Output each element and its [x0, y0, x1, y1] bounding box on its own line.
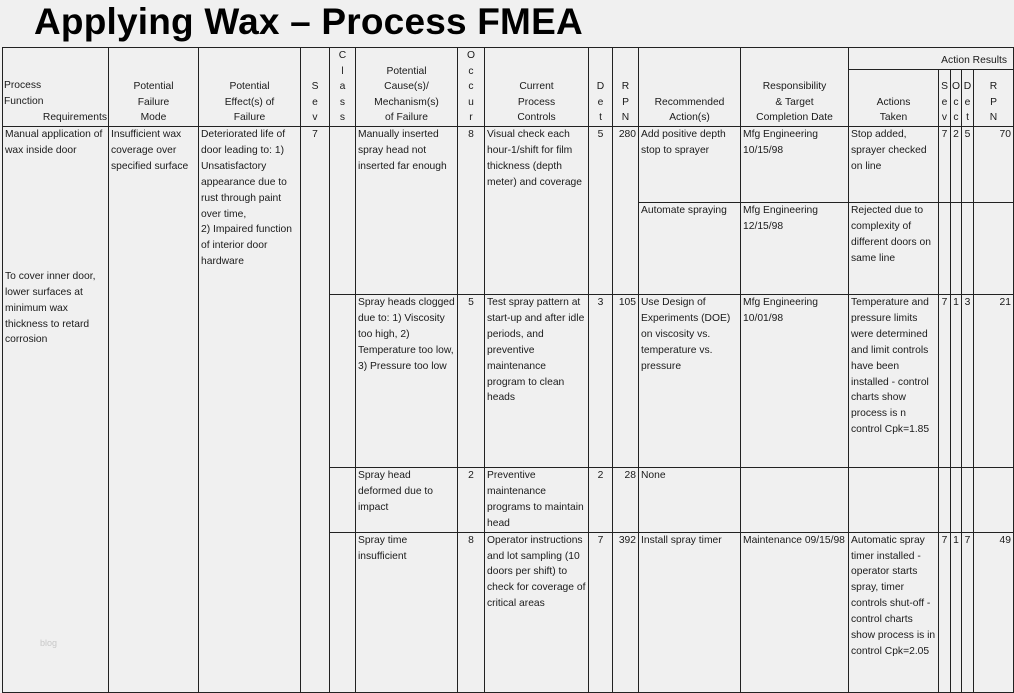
class-cell [330, 467, 356, 532]
occurrence-cell: 5 [458, 294, 485, 467]
header-text: O [466, 50, 475, 61]
recommended-action-cell: None [639, 467, 741, 532]
header-failure-mode [109, 48, 199, 127]
header-result-rpn [974, 69, 1014, 126]
header-text: Recommended [654, 96, 725, 108]
header-result-severity [939, 69, 951, 126]
header-function-label: Function [4, 96, 44, 108]
result-severity-cell: 7 [939, 294, 951, 467]
recommended-action-cell: Use Design of Experiments (DOE) on viscosity vs. temperature vs. pressure [639, 294, 741, 467]
header-cause [356, 48, 458, 127]
occurrence-cell: 8 [458, 532, 485, 692]
header-text: Current [519, 81, 554, 93]
header-text: t [599, 112, 602, 124]
process-function-text: Manual application of wax inside door [5, 128, 103, 156]
header-text: Controls [517, 112, 556, 124]
header-text: s [339, 112, 346, 124]
responsibility-cell: Mfg Engineering 10/15/98 [741, 126, 849, 202]
detection-cell: 5 [589, 126, 613, 294]
controls-cell: Preventive maintenance programs to maintain head [485, 467, 589, 532]
recommended-action-cell: Install spray timer [639, 532, 741, 692]
rpn-cell: 28 [613, 467, 639, 532]
header-text: N [621, 112, 630, 124]
responsibility-cell: Maintenance 09/15/98 [741, 532, 849, 692]
actions-taken-cell: Rejected due to complexity of different doors on same line [849, 202, 939, 294]
actions-taken-cell: Temperature and pressure limits were determined and limit controls have been installed - control charts show process is n control Cpk=1.85 [849, 294, 939, 467]
header-text: v [312, 112, 318, 124]
actions-taken-cell [849, 467, 939, 532]
header-text: Process [517, 96, 556, 108]
header-text: of Failure [385, 112, 428, 124]
header-class [330, 48, 356, 127]
result-detection-cell [962, 202, 974, 294]
detection-cell: 2 [589, 467, 613, 532]
header-text: s [339, 96, 346, 108]
header-text: O [952, 81, 961, 93]
rpn-cell: 392 [613, 532, 639, 692]
header-effects [199, 48, 301, 127]
header-text: P [622, 96, 629, 108]
header-rpn [613, 48, 639, 127]
detection-cell: 7 [589, 532, 613, 692]
header-text: e [964, 96, 971, 108]
effect-text: Deteriorated life of door leading to: 1) Unsatisfactory appearance due to rust through paint over time, [201, 128, 287, 220]
header-recommended-actions [639, 48, 741, 127]
header-text: N [989, 112, 998, 124]
header-detection [589, 48, 613, 127]
class-cell [330, 532, 356, 692]
fmea-table [2, 47, 1014, 693]
header-text: S [311, 81, 319, 93]
process-requirement-text: To cover inner door, lower surfaces at minimum wax thickness to retard corrosion [5, 270, 96, 346]
result-detection-cell: 5 [962, 126, 974, 202]
header-text: c [953, 112, 959, 124]
process-function-cell [3, 126, 109, 692]
controls-cell: Operator instructions and lot sampling (10 doors per shift) to check for coverage of critical areas [485, 532, 589, 692]
header-text: Potential [133, 81, 174, 93]
header-text: Potential [229, 81, 270, 93]
header-text: e [312, 96, 318, 108]
severity-cell: 7 [301, 126, 330, 692]
recommended-action-cell: Add positive depth stop to sprayer [639, 126, 741, 202]
table-row [3, 126, 1014, 202]
occurrence-cell: 8 [458, 126, 485, 294]
result-severity-cell [939, 467, 951, 532]
header-current-controls [485, 48, 589, 127]
result-rpn-cell [974, 202, 1014, 294]
header-result-detection [962, 69, 974, 126]
header-text: t [966, 112, 969, 124]
effect-text: 2) Impaired function of interior door hardware [201, 224, 293, 268]
header-text: c [468, 81, 474, 93]
header-text: Potential [386, 65, 427, 77]
header-text: D [963, 81, 972, 93]
cause-cell: Manually inserted spray head not inserted far enough [356, 126, 458, 294]
header-process-function [3, 48, 109, 127]
result-detection-cell [962, 467, 974, 532]
header-text: Mode [140, 112, 167, 124]
result-occurrence-cell [951, 467, 962, 532]
header-text: l [341, 65, 344, 77]
watermark-text: blog [40, 638, 58, 648]
header-text: Completion Date [756, 112, 833, 124]
recommended-action-cell: Automate spraying [639, 202, 741, 294]
result-occurrence-cell [951, 202, 962, 294]
result-occurrence-cell: 2 [951, 126, 962, 202]
result-rpn-cell: 21 [974, 294, 1014, 467]
result-rpn-cell [974, 467, 1014, 532]
responsibility-cell: Mfg Engineering 10/01/98 [741, 294, 849, 467]
rpn-cell: 280 [613, 126, 639, 294]
result-severity-cell: 7 [939, 532, 951, 692]
result-severity-cell: 7 [939, 126, 951, 202]
header-responsibility [741, 48, 849, 127]
header-text: Failure [137, 96, 170, 108]
rpn-cell: 105 [613, 294, 639, 467]
header-text: R [621, 81, 630, 93]
controls-cell: Visual check each hour-1/shift for film thickness (depth meter) and coverage [485, 126, 589, 294]
cause-cell: Spray time insufficient [356, 532, 458, 692]
header-text: Failure [233, 112, 266, 124]
actions-taken-cell: Stop added, sprayer checked on line [849, 126, 939, 202]
detection-cell: 3 [589, 294, 613, 467]
header-text: R [989, 81, 998, 93]
header-text: C [338, 50, 347, 61]
header-text: Actions [876, 96, 911, 108]
effects-cell [199, 126, 301, 692]
actions-taken-cell: Automatic spray timer installed - operator starts spray, timer controls shut-off - control charts show process is in control Cpk=2.05 [849, 532, 939, 692]
header-actions-taken [849, 69, 939, 126]
class-cell [330, 294, 356, 467]
header-action-results: Action Results [849, 48, 1014, 70]
header-text: Action(s) [669, 112, 710, 124]
header-severity [301, 48, 330, 127]
occurrence-cell: 2 [458, 467, 485, 532]
header-text: c [468, 65, 474, 77]
header-text: e [597, 96, 604, 108]
header-text: Cause(s)/ [384, 81, 429, 93]
result-detection-cell: 3 [962, 294, 974, 467]
header-text: Responsibility [762, 81, 827, 93]
header-text: D [596, 81, 605, 93]
header-text: Mechanism(s) [374, 96, 439, 108]
header-result-occurrence [951, 69, 962, 126]
cause-cell: Spray head deformed due to impact [356, 467, 458, 532]
header-text: Effect(s) of [224, 96, 275, 108]
header-requirements-label: Requirements [42, 112, 107, 124]
class-cell [330, 126, 356, 294]
header-text: v [941, 112, 948, 124]
document-title: Applying Wax – Process FMEA [34, 1, 583, 42]
result-occurrence-cell: 1 [951, 532, 962, 692]
header-text: a [339, 81, 346, 93]
cause-cell: Spray heads clogged due to: 1) Viscosity too high, 2) Temperature too low, 3) Pressure too low [356, 294, 458, 467]
header-text: c [953, 96, 959, 108]
result-rpn-cell: 49 [974, 532, 1014, 692]
header-occurrence [458, 48, 485, 127]
header-text: & Target [775, 96, 814, 108]
header-text: u [468, 96, 474, 108]
header-text: P [990, 96, 997, 108]
controls-cell: Test spray pattern at start-up and after idle periods, and preventive maintenance program to clean heads [485, 294, 589, 467]
failure-mode-cell: Insufficient wax coverage over specified surface [109, 126, 199, 692]
header-process-label: Process [4, 80, 42, 92]
header-text: e [941, 96, 948, 108]
result-occurrence-cell: 1 [951, 294, 962, 467]
result-rpn-cell: 70 [974, 126, 1014, 202]
header-text: Taken [879, 112, 908, 124]
result-detection-cell: 7 [962, 532, 974, 692]
result-severity-cell [939, 202, 951, 294]
header-text: r [469, 112, 473, 124]
responsibility-cell: Mfg Engineering 12/15/98 [741, 202, 849, 294]
responsibility-cell [741, 467, 849, 532]
header-text: S [941, 81, 948, 93]
